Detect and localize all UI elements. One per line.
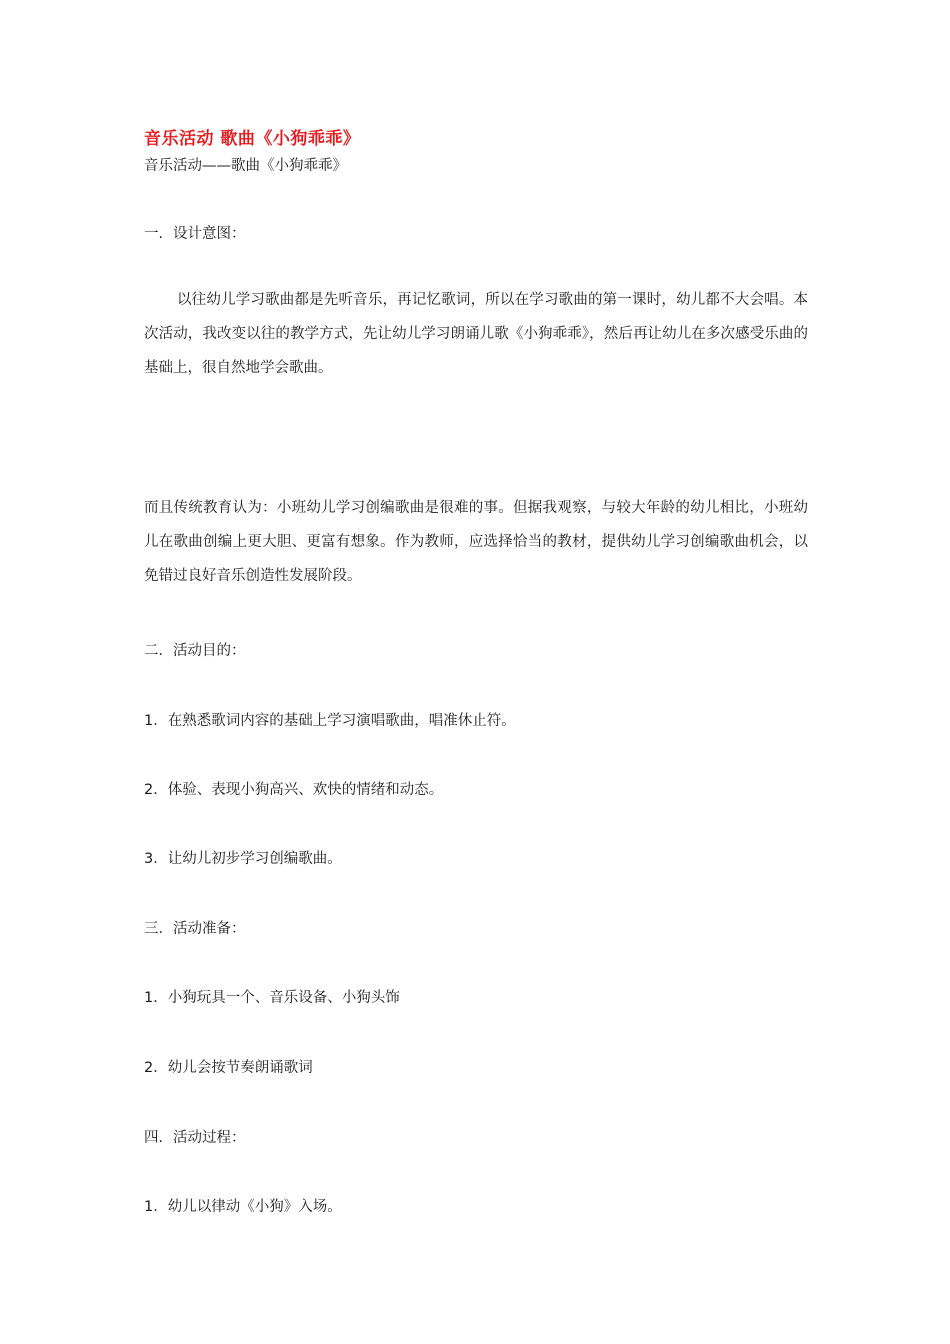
document-subtitle: 音乐活动——歌曲《小狗乖乖》 (144, 158, 347, 174)
section-heading-preparation: 三．活动准备： (144, 921, 246, 937)
preparation-item-text: ．小狗玩具一个、音乐设备、小狗头饰 (153, 990, 400, 1006)
goal-item-1 (144, 709, 516, 730)
design-paragraph-2: 而且传统教育认为：小班幼儿学习创编歌曲是很难的事。但据我观察，与较大年龄的幼儿相比，小班幼儿在歌曲创编上更大胆、更富有想象。作为教师，应选择恰当的教材，提供幼儿学习创编歌曲机会，以免错过良好音乐创造性发展阶段。 (144, 500, 808, 584)
process-item-text: ．幼儿以律动《小狗》入场。 (153, 1199, 342, 1215)
process-item-1 (144, 1195, 342, 1216)
section-heading-design: 一．设计意图： (144, 226, 246, 242)
preparation-item-2 (144, 1056, 313, 1077)
section-heading-goals: 二．活动目的： (144, 643, 246, 659)
goal-item-text: ．让幼儿初步学习创编歌曲。 (153, 851, 342, 867)
process-item-number: 1 (144, 1199, 154, 1215)
goal-item-number: 2 (144, 782, 154, 798)
goal-item-text: ．体验、表现小狗高兴、欢快的情绪和动态。 (153, 782, 444, 798)
goal-item-3 (144, 847, 342, 868)
section-heading-process: 四．活动过程： (144, 1130, 246, 1146)
goal-item-2 (144, 778, 443, 799)
goal-item-number: 3 (144, 851, 154, 867)
preparation-item-number: 2 (144, 1060, 154, 1076)
preparation-item-text: ．幼儿会按节奏朗诵歌词 (153, 1060, 313, 1076)
goal-item-number: 1 (144, 713, 154, 729)
document-title: 音乐活动 歌曲《小狗乖乖》 (144, 129, 361, 149)
goal-item-text: ．在熟悉歌词内容的基础上学习演唱歌曲，唱准休止符。 (153, 713, 516, 729)
preparation-item-1 (144, 986, 400, 1007)
design-paragraph-1: 以往幼儿学习歌曲都是先听音乐，再记忆歌词，所以在学习歌曲的第一课时，幼儿都不大会唱。本次活动，我改变以往的教学方式，先让幼儿学习朗诵儿歌《小狗乖乖》，然后再让幼儿在多次感受乐曲的基础上，很自然地学会歌曲。 (144, 292, 808, 376)
preparation-item-number: 1 (144, 990, 154, 1006)
